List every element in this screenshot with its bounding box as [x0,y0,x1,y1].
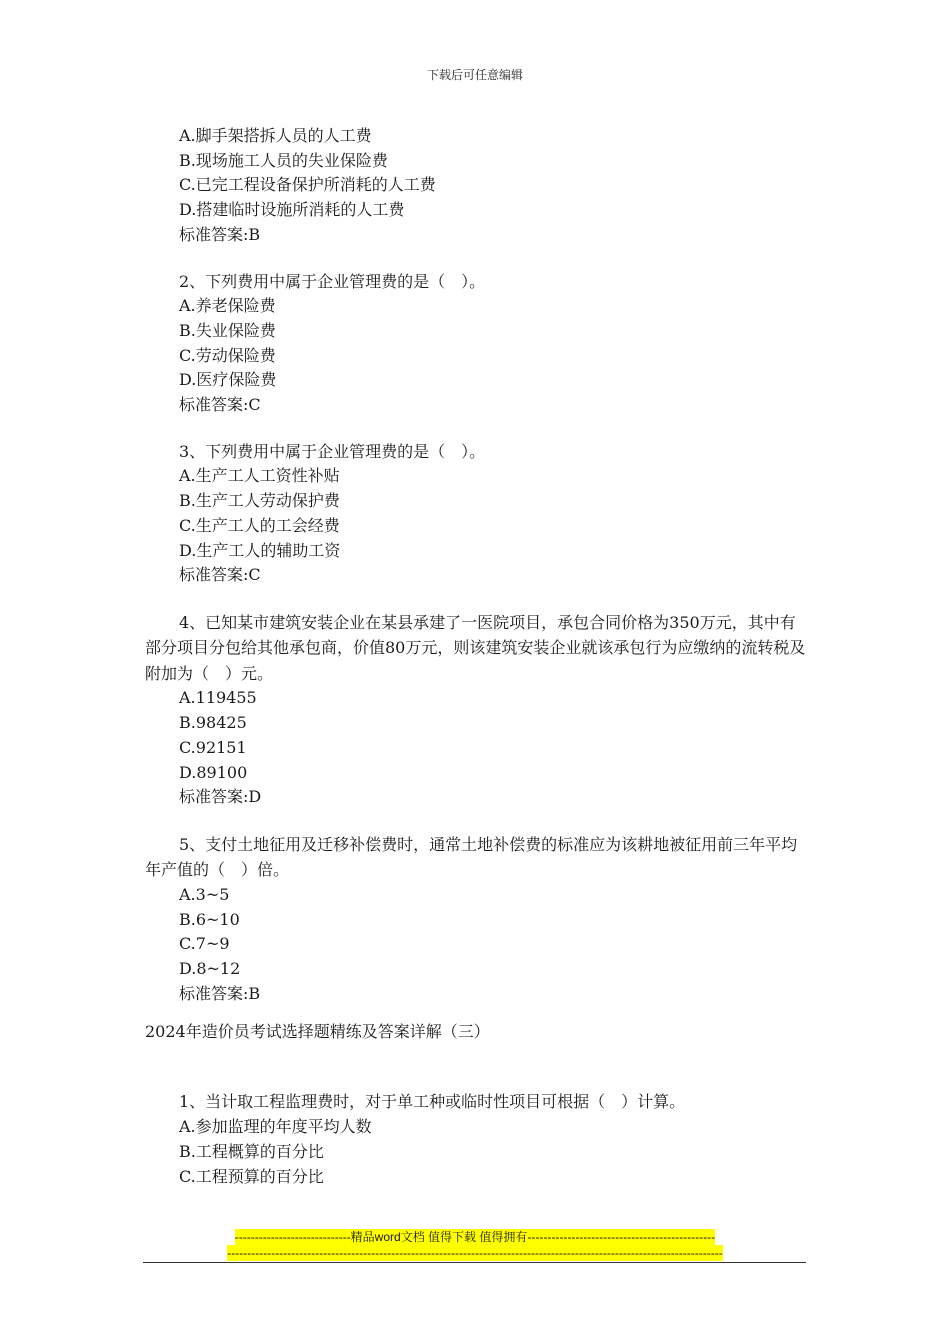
question-block-3 [145,440,810,588]
option-c: C.7~9 [179,934,230,954]
option-b: B.6~10 [179,909,240,929]
footer-banner: -----------------------------精品word文档 值得下载 值得拥有----------------------------------------------- [234,1230,716,1244]
option-c: C.生产工人的工会经费 [179,515,340,535]
option-d: D.8~12 [179,959,241,979]
option-a: A.养老保险费 [179,296,276,316]
answer: 标准答案:D [179,787,262,807]
answer: 标准答案:C [179,395,261,415]
question-block-2 [145,270,810,418]
option-c: C.劳动保险费 [179,345,276,365]
footer-dash-line: ---------------------------------------------------------------------------------------------------------------------------- [227,1246,723,1260]
document-body [145,124,810,1189]
answer: 标准答案:C [179,565,261,585]
option-d: D.搭建临时设施所消耗的人工费 [179,200,405,220]
footer-rule [143,1262,806,1263]
question-text: 3、下列费用中属于企业管理费的是（ ）。 [179,441,486,461]
option-c: C.已完工程设备保护所消耗的人工费 [179,175,436,195]
question-block-1 [145,124,810,248]
answer: 标准答案:B [179,224,261,244]
question-text: 2、下列费用中属于企业管理费的是（ ）。 [179,271,486,291]
question-block-4 [145,610,810,810]
section-title: 2024年造价员考试选择题精练及答案详解（三） [145,1022,490,1042]
question-text: 5、支付土地征用及迁移补偿费时，通常土地补偿费的标准应为该耕地被征用前三年平均年产值的（ ）倍。 [145,834,798,880]
option-b: B.生产工人劳动保护费 [179,491,340,511]
option-a: A.参加监理的年度平均人数 [179,1117,372,1137]
option-a: A.3~5 [179,884,230,904]
option-a: A.119455 [179,688,257,708]
page-header: 下载后可任意编辑 [426,68,523,82]
option-b: B.失业保险费 [179,320,276,340]
page-footer [0,1229,950,1261]
option-a: A.脚手架搭拆人员的人工费 [179,126,372,145]
question-block-5 [145,832,810,1007]
option-b: B.工程概算的百分比 [179,1141,324,1161]
question-text: 1、当计取工程监理费时，对于单工种或临时性项目可根据（ ）计算。 [179,1092,686,1112]
question-text: 4、已知某市建筑安装企业在某县承建了一医院项目，承包合同价格为350万元，其中有部分项目分包给其他承包商，价值80万元，则该建筑安装企业就该承包行为应缴纳的流转税及附加为（ ）元。 [145,612,806,683]
option-b: B.98425 [179,713,247,733]
answer: 标准答案:B [179,983,261,1003]
option-d: D.89100 [179,762,248,782]
option-d: D.医疗保险费 [179,370,277,390]
option-b: B.现场施工人员的失业保险费 [179,150,388,170]
option-c: C.工程预算的百分比 [179,1166,324,1186]
option-c: C.92151 [179,737,247,757]
section-question-block-1 [145,1090,810,1189]
option-d: D.生产工人的辅助工资 [179,540,341,560]
option-a: A.生产工人工资性补贴 [179,466,340,486]
